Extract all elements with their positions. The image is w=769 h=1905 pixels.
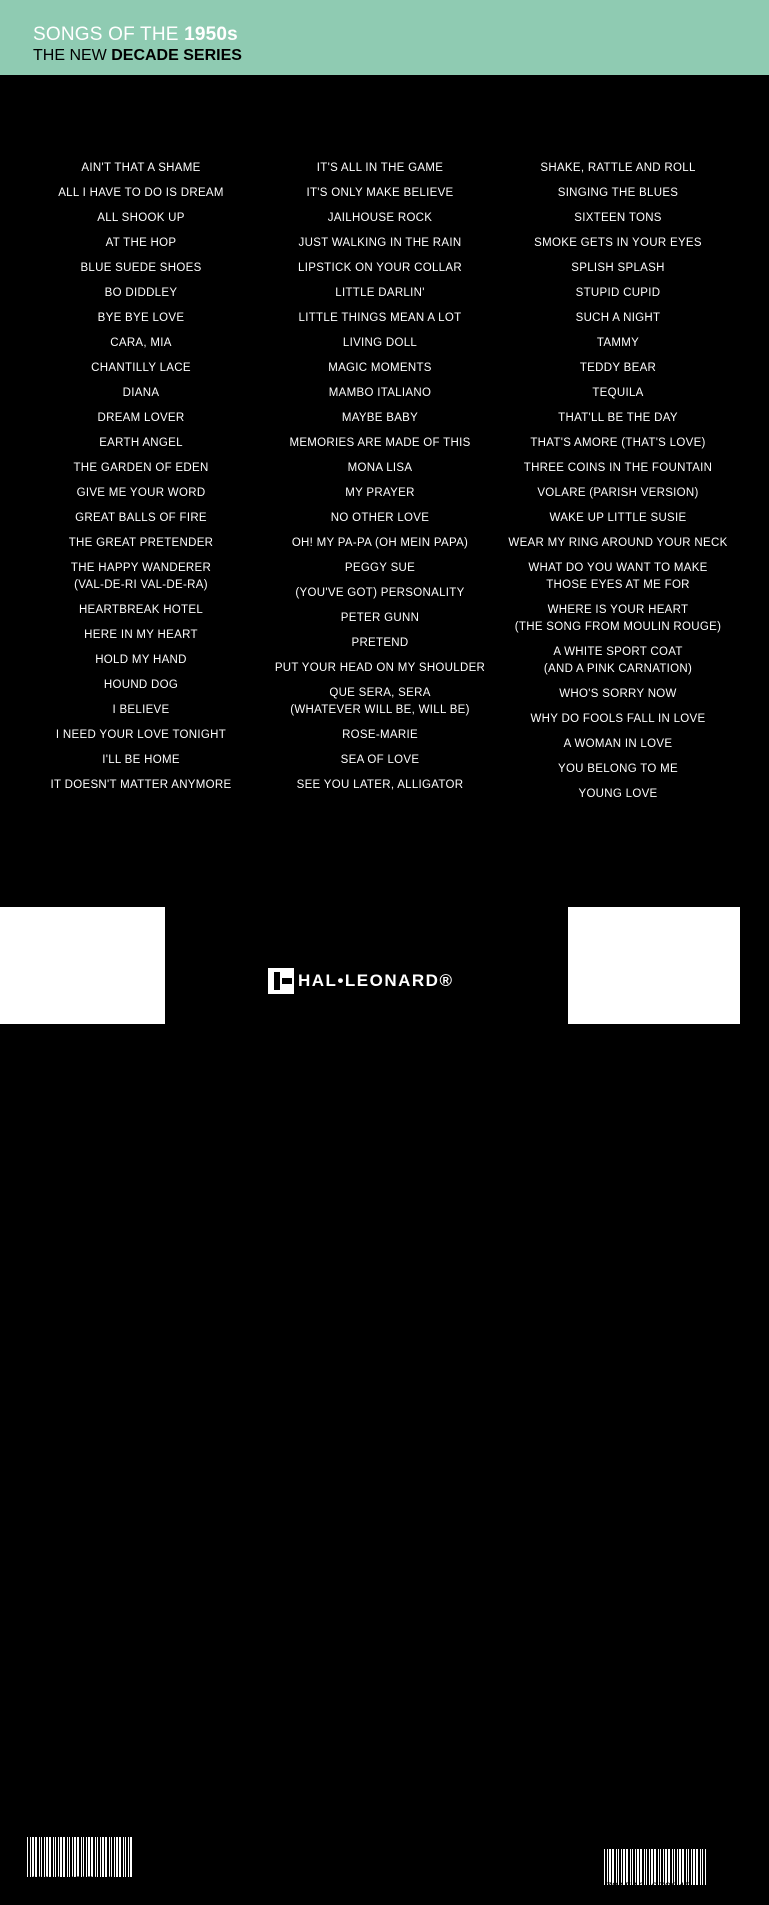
upc-number bbox=[17, 1876, 121, 1887]
header-banner bbox=[0, 0, 769, 75]
song-title: WHY DO FOOLS FALL IN LOVE bbox=[530, 713, 706, 725]
song-title: THE GREAT PRETENDER bbox=[68, 537, 214, 549]
song-title: WHO'S SORRY NOW bbox=[559, 688, 677, 700]
upc-part: 97871 bbox=[69, 1876, 100, 1887]
song-title: YOU BELONG TO ME bbox=[557, 763, 679, 775]
upc-part: 8 bbox=[17, 1876, 24, 1887]
song-title: WEAR MY RING AROUND YOUR NECK bbox=[508, 537, 728, 549]
song-title: THE HAPPY WANDERER (VAL-DE-RI VAL-DE-RA) bbox=[70, 562, 212, 591]
song-title: THAT'LL BE THE DAY bbox=[558, 412, 678, 424]
publisher-logo bbox=[268, 966, 453, 996]
song-title: SINGING THE BLUES bbox=[557, 187, 679, 199]
song-title: LIPSTICK ON YOUR COLLAR bbox=[298, 262, 462, 274]
song-title: TEDDY BEAR bbox=[579, 362, 657, 374]
song-title: A WHITE SPORT COAT (AND A PINK CARNATION) bbox=[543, 646, 693, 675]
title-decade: 1950s bbox=[184, 24, 238, 45]
song-title: ALL I HAVE TO DO IS DREAM bbox=[58, 187, 224, 199]
song-title: QUE SERA, SERA (WHATEVER WILL BE, WILL BE) bbox=[290, 687, 470, 716]
publisher-name: HAL•LEONARD® bbox=[298, 971, 454, 990]
isbn-number: 9 781540 070845 bbox=[592, 1882, 692, 1894]
song-title: IT'S ALL IN THE GAME bbox=[316, 162, 444, 174]
song-title: MY PRAYER bbox=[345, 487, 415, 499]
song-title: SUCH A NIGHT bbox=[575, 312, 661, 324]
song-title: CARA, MIA bbox=[110, 337, 172, 349]
song-title: LITTLE THINGS MEAN A LOT bbox=[298, 312, 462, 324]
isbn-label: ISBN 978-1-5400-7084-5 bbox=[592, 1839, 711, 1849]
song-title: WHAT DO YOU WANT TO MAKE THOSE EYES AT ME FOR bbox=[528, 562, 708, 591]
song-title: STUPID CUPID bbox=[575, 287, 661, 299]
song-title: MAYBE BABY bbox=[341, 412, 419, 424]
song-title: SIXTEEN TONS bbox=[574, 212, 662, 224]
song-title: SMOKE GETS IN YOUR EYES bbox=[534, 237, 702, 249]
song-title: SEE YOU LATER, ALLIGATOR bbox=[296, 779, 464, 791]
song-title: HERE IN MY HEART bbox=[84, 629, 198, 641]
song-title: DREAM LOVER bbox=[97, 412, 185, 424]
song-title: PRETEND bbox=[351, 637, 409, 649]
series-title bbox=[33, 47, 242, 65]
isbn-barcode-box bbox=[568, 907, 740, 1894]
song-title: BLUE SUEDE SHOES bbox=[80, 262, 202, 274]
book-title bbox=[33, 24, 238, 46]
song-list-column-2 bbox=[255, 160, 505, 802]
song-title: IT DOESN'T MATTER ANYMORE bbox=[50, 779, 232, 791]
song-title: TEQUILA bbox=[592, 387, 644, 399]
song-title: I BELIEVE bbox=[112, 704, 170, 716]
song-title: I NEED YOUR LOVE TONIGHT bbox=[55, 729, 227, 741]
upc-barcode-icon bbox=[26, 1837, 132, 1877]
song-title: THE GARDEN OF EDEN bbox=[73, 462, 209, 474]
song-title: LIVING DOLL bbox=[342, 337, 418, 349]
song-title: MAMBO ITALIANO bbox=[328, 387, 432, 399]
song-title: TAMMY bbox=[596, 337, 640, 349]
upc-part: 6 bbox=[107, 1876, 114, 1887]
song-title: SPLISH SPLASH bbox=[571, 262, 665, 274]
song-title: WAKE UP LITTLE SUSIE bbox=[549, 512, 687, 524]
upc-part: 88680 bbox=[31, 1876, 62, 1887]
song-title: SEA OF LOVE bbox=[340, 754, 420, 766]
song-title: LITTLE DARLIN' bbox=[335, 287, 425, 299]
song-title: OH! MY PA-PA (OH MEIN PAPA) bbox=[291, 537, 469, 549]
song-title: IT'S ONLY MAKE BELIEVE bbox=[306, 187, 454, 199]
song-title: NO OTHER LOVE bbox=[330, 512, 430, 524]
song-title: (YOU'VE GOT) PERSONALITY bbox=[295, 587, 465, 599]
song-title: I'LL BE HOME bbox=[102, 754, 180, 766]
song-title: THREE COINS IN THE FOUNTAIN bbox=[523, 462, 713, 474]
song-title: GIVE ME YOUR WORD bbox=[76, 487, 206, 499]
song-title: MONA LISA bbox=[347, 462, 413, 474]
song-title: GREAT BALLS OF FIRE bbox=[75, 512, 207, 524]
song-title: AT THE HOP bbox=[105, 237, 177, 249]
series-name: DECADE SERIES bbox=[111, 47, 242, 64]
song-title: YOUNG LOVE bbox=[578, 788, 658, 800]
song-title: BYE BYE LOVE bbox=[97, 312, 185, 324]
song-title: CHANTILLY LACE bbox=[91, 362, 191, 374]
song-title: BO DIDDLEY bbox=[104, 287, 178, 299]
song-title: HOUND DOG bbox=[103, 679, 179, 691]
song-title: PUT YOUR HEAD ON MY SHOULDER bbox=[274, 662, 486, 674]
title-text: SONGS OF THE bbox=[33, 24, 185, 45]
song-title: MAGIC MOMENTS bbox=[328, 362, 432, 374]
product-code: HL00323328 bbox=[46, 1894, 104, 1905]
song-title: MEMORIES ARE MADE OF THIS bbox=[289, 437, 471, 449]
song-title: ALL SHOOK UP bbox=[97, 212, 185, 224]
song-title: WHERE IS YOUR HEART (THE SONG FROM MOULIN ROUGE) bbox=[514, 604, 722, 633]
song-title: THAT'S AMORE (THAT'S LOVE) bbox=[530, 437, 706, 449]
upc-barcode-box bbox=[0, 907, 165, 1905]
song-title: VOLARE (PARISH VERSION) bbox=[537, 487, 699, 499]
series-text: THE NEW bbox=[33, 47, 112, 64]
song-title: AIN'T THAT A SHAME bbox=[81, 162, 201, 174]
song-title: EARTH ANGEL bbox=[99, 437, 183, 449]
song-title: JAILHOUSE ROCK bbox=[327, 212, 433, 224]
isbn-barcode-icon bbox=[603, 1849, 706, 1885]
song-list-column-3 bbox=[493, 160, 743, 811]
song-title: HOLD MY HAND bbox=[95, 654, 187, 666]
song-list-column-1 bbox=[16, 160, 266, 802]
song-title: ROSE-MARIE bbox=[342, 729, 418, 741]
song-title: PETER GUNN bbox=[340, 612, 420, 624]
hal-leonard-logo-icon bbox=[268, 968, 294, 994]
song-title: HEARTBREAK HOTEL bbox=[78, 604, 204, 616]
song-title: SHAKE, RATTLE AND ROLL bbox=[540, 162, 696, 174]
song-title: PEGGY SUE bbox=[344, 562, 416, 574]
song-title: JUST WALKING IN THE RAIN bbox=[298, 237, 462, 249]
song-title: DIANA bbox=[122, 387, 160, 399]
song-title: A WOMAN IN LOVE bbox=[563, 738, 673, 750]
